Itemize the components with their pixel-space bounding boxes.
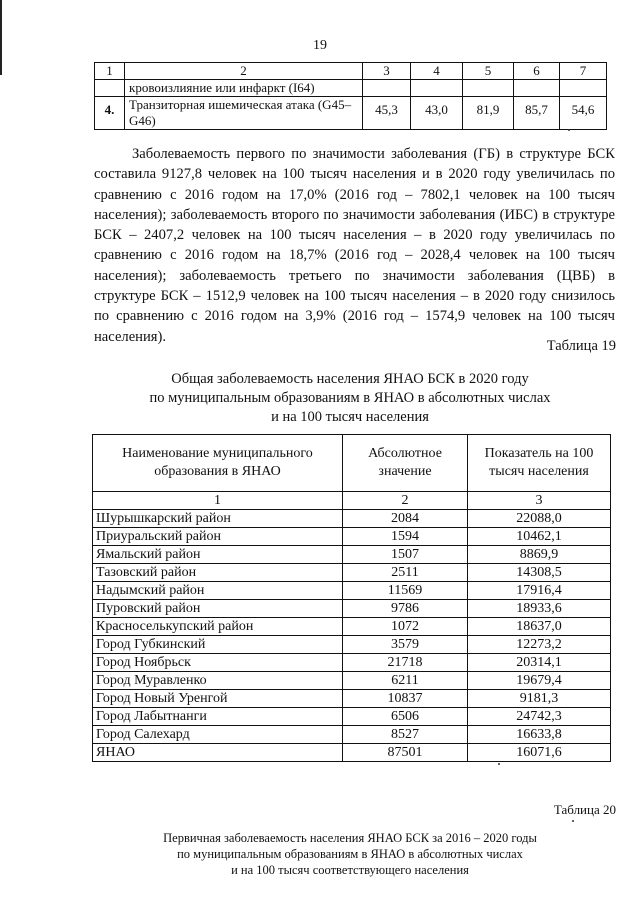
cell-absolute: 1594 [343,528,468,546]
table-row [93,600,611,618]
cell-per100k: 18637,0 [468,618,611,636]
body-paragraph: Заболеваемость первого по значимости заболевания (ГБ) в структуре БСК составила 9127,8 человек на 100 тысяч населения и в 2020 году увеличилась по сравнению с 2016 годом на 17,0% (2016 год – 7802,1 человек на 100 тысяч населения); заболеваемость второго по значимости заболевания (ИБС) в структуре БСК – 2407,2 человек на 100 тысяч населения – в 2020 году увеличилась по сравнению с 2016 годом на 18,7% (2016 год – 2028,4 человек на 100 тысяч населения); заболеваемость третьего по значимости заболевания (ЦВБ) в структуре БСК – 1512,9 человек на 100 тысяч населения – в 2020 году снизилось по сравнению с 2016 годом на 3,9% (2016 год – 1574,9 человек на 100 тысяч населения). [94,146,615,345]
table-title-line: Первичная заболеваемость населения ЯНАО БСК за 2016 – 2020 годы [163,831,537,845]
header-absolute: Абсолютное значение [343,435,468,492]
table-row [93,708,611,726]
cell-per100k: 17916,4 [468,582,611,600]
column-number: 2 [343,492,468,510]
table-row [93,546,611,564]
table-row [93,582,611,600]
cell-absolute: 3579 [343,636,468,654]
header-municipality: Наименование муниципального образования в ЯНАО [93,435,343,492]
cell-municipality: Город Новый Уренгой [93,690,343,708]
table-header-row [93,435,611,492]
scan-speck [568,129,570,131]
row-number: 4. [95,97,125,130]
cell-municipality: Красноселькупский район [93,618,343,636]
column-number-row [95,63,607,80]
cell-absolute: 11569 [343,582,468,600]
cell-absolute: 9786 [343,600,468,618]
column-number: 6 [514,63,560,80]
column-number-row [93,492,611,510]
cell-municipality: Город Салехард [93,726,343,744]
row-value: 81,9 [463,97,514,130]
cell-absolute: 1072 [343,618,468,636]
cell-municipality: Город Ноябрьск [93,654,343,672]
cell-absolute: 10837 [343,690,468,708]
scan-speck [498,763,500,765]
cell-absolute: 1507 [343,546,468,564]
table-title-line: и на 100 тысяч соответствующего населения [231,863,469,877]
column-number: 1 [93,492,343,510]
cell-per100k: 19679,4 [468,672,611,690]
column-number: 1 [95,63,125,80]
cell-per100k: 24742,3 [468,708,611,726]
cell-municipality: Город Муравленко [93,672,343,690]
cell-per100k: 18933,6 [468,600,611,618]
cell-absolute: 2084 [343,510,468,528]
cell-per100k: 10462,1 [468,528,611,546]
table-row [93,564,611,582]
row-value: 45,3 [363,97,411,130]
table-title-line: по муниципальным образованиям в ЯНАО в абсолютных числах [149,390,551,406]
table-row [93,618,611,636]
table-title-line: и на 100 тысяч населения [271,409,429,425]
row-value: 54,6 [560,97,607,130]
table-row [93,654,611,672]
cell-municipality: Надымский район [93,582,343,600]
cell-per100k: 16633,8 [468,726,611,744]
column-number: 3 [363,63,411,80]
table-20-title [94,830,606,878]
cell-per100k: 12273,2 [468,636,611,654]
column-number: 4 [411,63,463,80]
table-19-body [93,510,611,762]
table-title-line: Общая заболеваемость населения ЯНАО БСК в 2020 году [171,371,529,387]
cell-per100k: 22088,0 [468,510,611,528]
cell-absolute: 8527 [343,726,468,744]
column-number: 7 [560,63,607,80]
cell-absolute: 6211 [343,672,468,690]
table-row [93,636,611,654]
table-row [93,510,611,528]
cell-per100k: 14308,5 [468,564,611,582]
table-row [93,672,611,690]
cell-per100k: 9181,3 [468,690,611,708]
row-name: Транзиторная ишемическая атака (G45–G46) [125,97,363,130]
row-value [463,80,514,97]
table-19 [92,434,611,762]
column-number: 5 [463,63,514,80]
cell-per100k: 16071,6 [468,744,611,762]
column-number: 2 [125,63,363,80]
table-row [95,97,607,130]
cell-municipality: ЯНАО [93,744,343,762]
header-per100k: Показатель на 100 тысяч населения [468,435,611,492]
table-row [93,690,611,708]
table-19-label: Таблица 19 [546,338,616,354]
row-value [514,80,560,97]
cell-absolute: 21718 [343,654,468,672]
row-name: кровоизлияние или инфаркт (I64) [125,80,363,97]
column-number: 3 [468,492,611,510]
cell-absolute: 87501 [343,744,468,762]
cell-absolute: 2511 [343,564,468,582]
table-row [93,726,611,744]
cell-municipality: Город Лабытнанги [93,708,343,726]
table-row [95,80,607,97]
scan-speck [572,820,574,822]
cell-per100k: 8869,9 [468,546,611,564]
row-number [95,80,125,97]
row-value [363,80,411,97]
table-20-label: Таблица 20 [553,802,616,817]
row-value [560,80,607,97]
table-title-line: по муниципальным образованиям в ЯНАО в абсолютных числах [177,847,523,861]
row-value: 43,0 [411,97,463,130]
cell-municipality: Ямальский район [93,546,343,564]
cell-municipality: Пуровский район [93,600,343,618]
cell-per100k: 20314,1 [468,654,611,672]
row-value [411,80,463,97]
row-value: 85,7 [514,97,560,130]
cell-municipality: Город Губкинский [93,636,343,654]
page-number: 19 [313,38,327,53]
continuation-table [94,62,607,130]
table-row [93,744,611,762]
cell-absolute: 6506 [343,708,468,726]
cell-municipality: Шурышкарский район [93,510,343,528]
cell-municipality: Приуральский район [93,528,343,546]
cell-municipality: Тазовский район [93,564,343,582]
table-19-title [94,370,606,427]
table-row [93,528,611,546]
